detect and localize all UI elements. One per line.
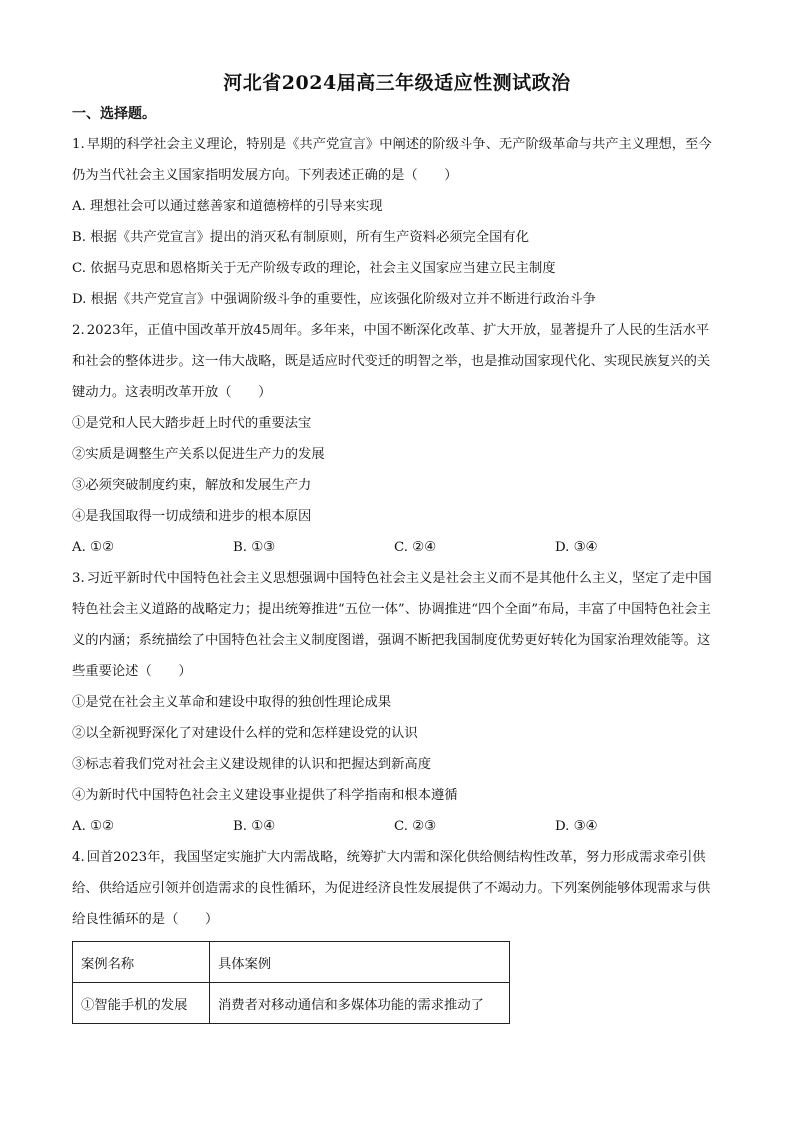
question-number: 3. [72, 571, 85, 586]
table-cell: 消费者对移动通信和多媒体功能的需求推动了 [210, 983, 510, 1024]
statement-1: ①是党在社会主义革命和建设中取得的独创性理论成果 [72, 695, 392, 710]
question-stem: 习近平新时代中国特色社会主义思想强调中国特色社会主义是社会主义而不是其他什么主义，坚定了走中国特色社会主义道路的战略定力；提出统筹推进“五位一体”、协调推进“四个全面”布局，丰富了中国特色社会主义的内涵；系统描绘了中国特色社会主义制度图谱，强调不断把我国制度优势更好转化为国家治理效能等。这些重要论述（ ） [72, 571, 712, 679]
choice-b: B. ①④ [233, 819, 276, 834]
option-a: A. 理想社会可以通过慈善家和道德榜样的引导来实现 [72, 199, 383, 214]
answer-choices [72, 532, 722, 563]
statement-2: ②实质是调整生产关系以促进生产力的发展 [72, 447, 325, 462]
question-number: 1. [72, 137, 85, 152]
option-d: D. 根据《共产党宣言》中强调阶级斗争的重要性，应该强化阶级对立并不断进行政治斗争 [72, 292, 596, 307]
question-stem: 回首2023年，我国坚定实施扩大内需战略，统筹扩大内需和深化供给侧结构性改革，努力形成需求牵引供给、供给适应引领并创造需求的良性循环，为促进经济良性发展提供了不竭动力。下列案例能够体现需求与供给良性循环的是（ ） [72, 850, 711, 927]
question-number: 2. [72, 323, 85, 338]
table-header-cell: 案例名称 [73, 942, 210, 983]
question-stem: 2023年，正值中国改革开放45周年。多年来，中国不断深化改革、扩大开放，显著提升了人民的生活水平和社会的整体进步。这一伟大战略，既是适应时代变迁的明智之举，也是推动国家现代化、实现民族复兴的关键动力。这表明改革开放（ ） [72, 323, 711, 400]
choice-d: D. ③④ [555, 540, 598, 555]
question-stem: 早期的科学社会主义理论，特别是《共产党宣言》中阐述的阶级斗争、无产阶级革命与共产主义理想，至今仍为当代社会主义国家指明发展方向。下列表述正确的是（ ） [72, 137, 712, 183]
statement-4: ④为新时代中国特色社会主义建设事业提供了科学指南和根本遵循 [72, 788, 458, 803]
question-1 [72, 129, 722, 315]
question-number: 4. [72, 850, 85, 865]
case-table [72, 941, 510, 1024]
question-2 [72, 315, 722, 563]
choice-a: A. ①② [72, 540, 114, 555]
statement-4: ④是我国取得一切成绩和进步的根本原因 [72, 509, 312, 524]
table-row [73, 983, 510, 1024]
statement-2: ②以全新视野深化了对建设什么样的党和怎样建设党的认识 [72, 726, 418, 741]
statement-3: ③必须突破制度约束，解放和发展生产力 [72, 478, 312, 493]
answer-choices [72, 811, 722, 842]
choice-c: C. ②③ [394, 819, 436, 834]
choice-a: A. ①② [72, 819, 114, 834]
choice-d: D. ③④ [555, 819, 598, 834]
table-cell: ①智能手机的发展 [73, 983, 210, 1024]
page-title: 河北省2024届高三年级适应性测试政治 [223, 72, 571, 94]
statement-1: ①是党和人民大踏步赶上时代的重要法宝 [72, 416, 312, 431]
table-header-cell: 具体案例 [210, 942, 510, 983]
choice-b: B. ①③ [233, 540, 276, 555]
option-c: C. 依据马克思和恩格斯关于无产阶级专政的理论，社会主义国家应当建立民主制度 [72, 261, 556, 276]
option-b: B. 根据《共产党宣言》提出的消灭私有制原则，所有生产资料必须完全国有化 [72, 230, 530, 245]
table-header-row [73, 942, 510, 983]
question-3 [72, 563, 722, 842]
section-heading: 一、选择题。 [72, 106, 156, 122]
choice-c: C. ②④ [394, 540, 436, 555]
statement-3: ③标志着我们党对社会主义建设规律的认识和把握达到新高度 [72, 757, 432, 772]
question-4 [72, 842, 722, 1024]
